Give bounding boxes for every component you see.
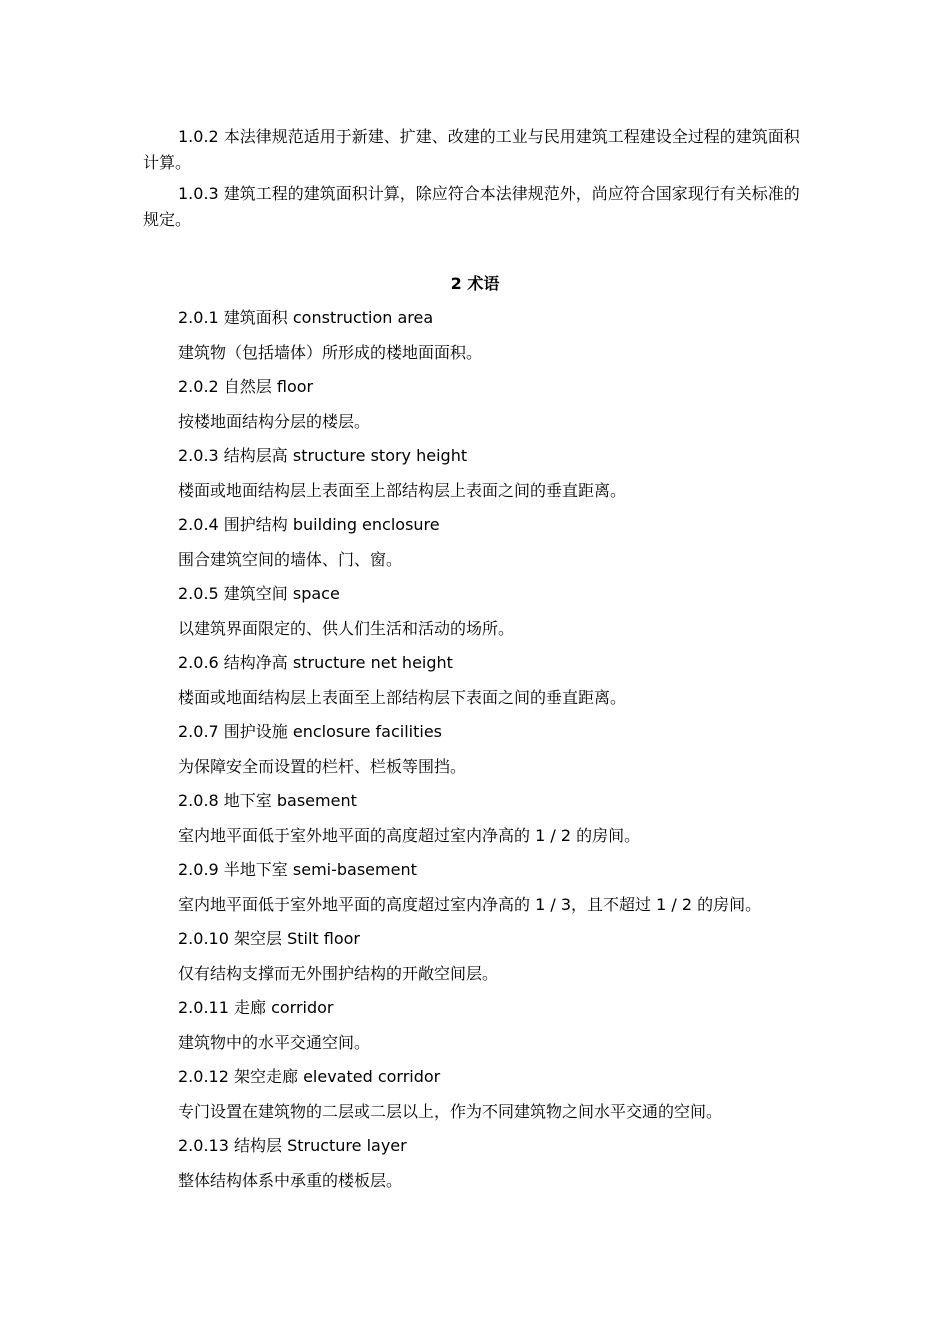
term-definition: 楼面或地面结构层上表面至上部结构层上表面之间的垂直距离。 xyxy=(178,481,627,500)
term-title: 2.0.11 走廊 corridor xyxy=(178,998,334,1017)
term-definition: 专门设置在建筑物的二层或二层以上，作为不同建筑物之间水平交通的空间。 xyxy=(178,1102,723,1121)
term-title: 2.0.7 围护设施 enclosure facilities xyxy=(178,722,443,741)
term-title: 2.0.8 地下室 basement xyxy=(178,791,357,810)
term-definition: 建筑物中的水平交通空间。 xyxy=(178,1033,371,1052)
term-title: 2.0.10 架空层 Stilt floor xyxy=(178,929,360,948)
term-title: 2.0.4 围护结构 building enclosure xyxy=(178,515,440,534)
term-definition: 整体结构体系中承重的楼板层。 xyxy=(178,1171,403,1190)
term-title: 2.0.2 自然层 floor xyxy=(178,377,314,396)
clause-1-0-3: 1.0.3 建筑工程的建筑面积计算，除应符合本法律规范外，尚应符合国家现行有关标准的规定。 xyxy=(143,184,800,229)
term-definition: 楼面或地面结构层上表面至上部结构层下表面之间的垂直距离。 xyxy=(178,688,627,707)
term-title: 2.0.9 半地下室 semi-basement xyxy=(178,860,417,879)
term-definition: 为保障安全而设置的栏杆、栏板等围挡。 xyxy=(178,757,467,776)
term-definition: 以建筑界面限定的、供人们生活和活动的场所。 xyxy=(178,619,515,638)
term-definition: 围合建筑空间的墙体、门、窗。 xyxy=(178,550,403,569)
term-definition: 按楼地面结构分层的楼层。 xyxy=(178,412,371,431)
section-heading: 2 术语 xyxy=(450,274,500,293)
term-definition: 仅有结构支撑而无外围护结构的开敞空间层。 xyxy=(178,964,499,983)
term-title: 2.0.1 建筑面积 construction area xyxy=(178,308,434,327)
term-title: 2.0.12 架空走廊 elevated corridor xyxy=(178,1067,441,1086)
term-title: 2.0.13 结构层 Structure layer xyxy=(178,1136,407,1155)
term-definition: 室内地平面低于室外地平面的高度超过室内净高的 1 / 3，且不超过 1 / 2 的房间。 xyxy=(178,895,762,914)
term-definition: 建筑物（包括墙体）所形成的楼地面面积。 xyxy=(178,343,483,362)
term-title: 2.0.3 结构层高 structure story height xyxy=(178,446,468,465)
clause-1-0-2: 1.0.2 本法律规范适用于新建、扩建、改建的工业与民用建筑工程建设全过程的建筑面积计算。 xyxy=(143,127,800,172)
term-definition: 室内地平面低于室外地平面的高度超过室内净高的 1 / 2 的房间。 xyxy=(178,826,641,845)
term-title: 2.0.5 建筑空间 space xyxy=(178,584,340,603)
term-title: 2.0.6 结构净高 structure net height xyxy=(178,653,453,672)
